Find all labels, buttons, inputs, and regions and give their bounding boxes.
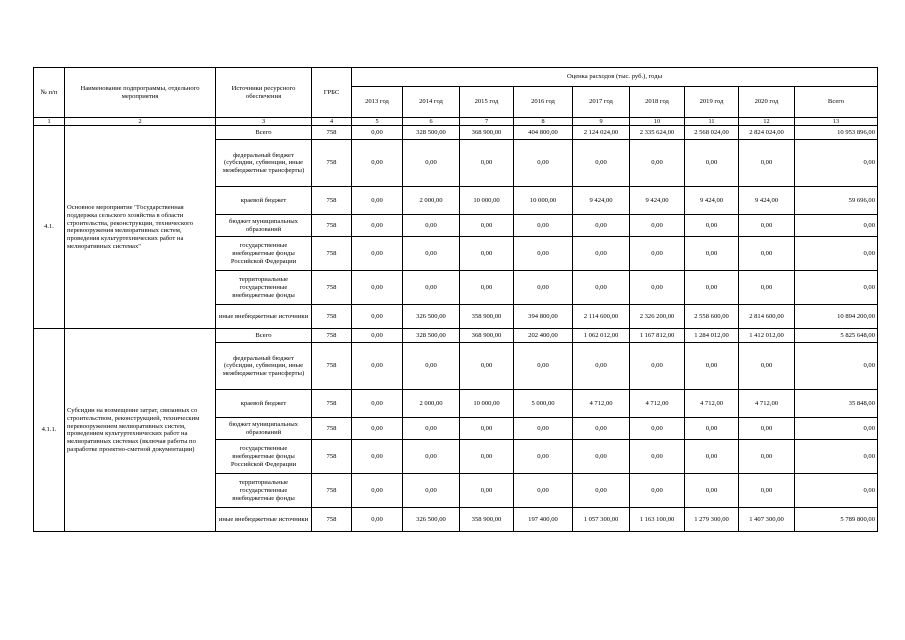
table-row-total (34, 126, 878, 140)
item-name: Субсидии на возмещение затрат, связанных со строительством, реконструкцией, техническим перевооружением мелиоративных систем, проведением культуртехнических работ на мелиоративных системах (включая работы по разработке проектно-сметной документации) (65, 329, 216, 532)
total-cell: 59 696,00 (795, 187, 878, 215)
amount-cell: 0,00 (352, 140, 403, 187)
amount-cell: 0,00 (403, 140, 460, 187)
amount-cell: 0,00 (352, 215, 403, 237)
total-cell: 35 848,00 (795, 390, 878, 418)
column-number: 7 (460, 118, 514, 126)
funding-source: территориальные государственные внебюджетные фонды (216, 474, 312, 508)
amount-cell: 2 824 024,00 (739, 126, 795, 140)
amount-cell: 0,00 (739, 418, 795, 440)
amount-cell: 0,00 (739, 237, 795, 271)
header-name: Наименование подпрограммы, отдельного мероприятия (65, 68, 216, 118)
amount-cell: 0,00 (514, 418, 573, 440)
grbs-code: 758 (312, 390, 352, 418)
amount-cell: 0,00 (460, 474, 514, 508)
amount-cell: 1 057 300,00 (573, 508, 630, 532)
amount-cell: 0,00 (352, 508, 403, 532)
amount-cell: 1 279 300,00 (685, 508, 739, 532)
total-cell: 10 894 200,00 (795, 305, 878, 329)
amount-cell: 10 000,00 (460, 187, 514, 215)
funding-source: бюджет муниципальных образований (216, 418, 312, 440)
amount-cell: 9 424,00 (685, 187, 739, 215)
header-grbs: ГРБС (312, 68, 352, 118)
funding-source: краевой бюджет (216, 187, 312, 215)
amount-cell: 0,00 (514, 215, 573, 237)
amount-cell: 2 000,00 (403, 390, 460, 418)
total-cell: 0,00 (795, 271, 878, 305)
grbs-code: 758 (312, 508, 352, 532)
amount-cell: 0,00 (514, 474, 573, 508)
amount-cell: 4 712,00 (685, 390, 739, 418)
amount-cell: 0,00 (352, 440, 403, 474)
amount-cell: 0,00 (352, 329, 403, 343)
header-year: 2014 год (403, 87, 460, 118)
funding-source: федеральный бюджет (субсидии, субвенции, иные межбюджетные трансферты) (216, 140, 312, 187)
funding-source: территориальные государственные внебюджетные фонды (216, 271, 312, 305)
amount-cell: 0,00 (403, 440, 460, 474)
amount-cell: 9 424,00 (739, 187, 795, 215)
amount-cell: 2 326 200,00 (630, 305, 685, 329)
total-cell: 0,00 (795, 215, 878, 237)
amount-cell: 394 800,00 (514, 305, 573, 329)
grbs-code: 758 (312, 305, 352, 329)
grbs-code: 758 (312, 343, 352, 390)
grbs-code: 758 (312, 187, 352, 215)
amount-cell: 0,00 (352, 474, 403, 508)
amount-cell: 0,00 (685, 418, 739, 440)
amount-cell: 1 167 812,00 (630, 329, 685, 343)
amount-cell: 326 500,00 (403, 305, 460, 329)
header-year: 2017 год (573, 87, 630, 118)
column-number: 3 (216, 118, 312, 126)
amount-cell: 0,00 (514, 140, 573, 187)
amount-cell: 0,00 (352, 187, 403, 215)
funding-source: Всего (216, 126, 312, 140)
grbs-code: 758 (312, 126, 352, 140)
amount-cell: 9 424,00 (630, 187, 685, 215)
total-cell: 5 825 648,00 (795, 329, 878, 343)
amount-cell: 2 000,00 (403, 187, 460, 215)
column-number: 9 (573, 118, 630, 126)
amount-cell: 0,00 (685, 440, 739, 474)
table-row-total (34, 329, 878, 343)
header-num: № п/п (34, 68, 65, 118)
amount-cell: 1 163 100,00 (630, 508, 685, 532)
amount-cell: 328 500,00 (403, 126, 460, 140)
amount-cell: 0,00 (630, 343, 685, 390)
header-source: Источники ресурсного обеспечения (216, 68, 312, 118)
funding-source: государственные внебюджетные фонды Российской Федерации (216, 237, 312, 271)
amount-cell: 0,00 (573, 474, 630, 508)
amount-cell: 0,00 (352, 418, 403, 440)
amount-cell: 0,00 (514, 343, 573, 390)
amount-cell: 0,00 (460, 237, 514, 271)
column-number: 2 (65, 118, 216, 126)
amount-cell: 0,00 (352, 390, 403, 418)
amount-cell: 326 500,00 (403, 508, 460, 532)
amount-cell: 0,00 (573, 271, 630, 305)
total-cell: 0,00 (795, 418, 878, 440)
amount-cell: 0,00 (739, 271, 795, 305)
column-number-row (34, 118, 878, 126)
column-number: 11 (685, 118, 739, 126)
amount-cell: 202 400,00 (514, 329, 573, 343)
grbs-code: 758 (312, 237, 352, 271)
amount-cell: 0,00 (403, 474, 460, 508)
grbs-code: 758 (312, 474, 352, 508)
grbs-code: 758 (312, 329, 352, 343)
amount-cell: 1 412 012,00 (739, 329, 795, 343)
column-number: 13 (795, 118, 878, 126)
amount-cell: 0,00 (573, 237, 630, 271)
amount-cell: 404 800,00 (514, 126, 573, 140)
column-number: 5 (352, 118, 403, 126)
amount-cell: 0,00 (739, 343, 795, 390)
amount-cell: 4 712,00 (573, 390, 630, 418)
amount-cell: 197 400,00 (514, 508, 573, 532)
total-cell: 5 789 800,00 (795, 508, 878, 532)
grbs-code: 758 (312, 418, 352, 440)
amount-cell: 0,00 (460, 343, 514, 390)
grbs-code: 758 (312, 271, 352, 305)
column-number: 1 (34, 118, 65, 126)
amount-cell: 0,00 (573, 440, 630, 474)
amount-cell: 0,00 (403, 271, 460, 305)
amount-cell: 1 284 012,00 (685, 329, 739, 343)
funding-source: государственные внебюджетные фонды Российской Федерации (216, 440, 312, 474)
funding-source: иные внебюджетные источники (216, 305, 312, 329)
amount-cell: 0,00 (573, 215, 630, 237)
amount-cell: 0,00 (630, 474, 685, 508)
amount-cell: 368 900,00 (460, 126, 514, 140)
amount-cell: 0,00 (685, 215, 739, 237)
header-year: 2018 год (630, 87, 685, 118)
header-year: 2016 год (514, 87, 573, 118)
amount-cell: 0,00 (460, 271, 514, 305)
amount-cell: 4 712,00 (630, 390, 685, 418)
amount-cell: 0,00 (352, 126, 403, 140)
column-number: 12 (739, 118, 795, 126)
amount-cell: 0,00 (573, 140, 630, 187)
amount-cell: 0,00 (739, 215, 795, 237)
amount-cell: 0,00 (460, 140, 514, 187)
header-year: 2019 год (685, 87, 739, 118)
amount-cell: 2 558 600,00 (685, 305, 739, 329)
amount-cell: 2 114 600,00 (573, 305, 630, 329)
total-cell: 0,00 (795, 474, 878, 508)
funding-source: Всего (216, 329, 312, 343)
amount-cell: 0,00 (403, 215, 460, 237)
amount-cell: 0,00 (460, 215, 514, 237)
amount-cell: 0,00 (739, 440, 795, 474)
amount-cell: 0,00 (630, 237, 685, 271)
grbs-code: 758 (312, 140, 352, 187)
grbs-code: 758 (312, 440, 352, 474)
amount-cell: 10 000,00 (460, 390, 514, 418)
amount-cell: 0,00 (630, 215, 685, 237)
amount-cell: 0,00 (514, 237, 573, 271)
amount-cell: 2 124 024,00 (573, 126, 630, 140)
total-cell: 10 953 896,00 (795, 126, 878, 140)
amount-cell: 0,00 (514, 271, 573, 305)
amount-cell: 0,00 (460, 418, 514, 440)
amount-cell: 0,00 (352, 271, 403, 305)
column-number: 6 (403, 118, 460, 126)
amount-cell: 9 424,00 (573, 187, 630, 215)
funding-source: федеральный бюджет (субсидии, субвенции, иные межбюджетные трансферты) (216, 343, 312, 390)
amount-cell: 358 900,00 (460, 305, 514, 329)
amount-cell: 2 335 624,00 (630, 126, 685, 140)
column-number: 8 (514, 118, 573, 126)
amount-cell: 0,00 (685, 271, 739, 305)
amount-cell: 328 500,00 (403, 329, 460, 343)
header-year: 2015 год (460, 87, 514, 118)
amount-cell: 10 000,00 (514, 187, 573, 215)
amount-cell: 0,00 (460, 440, 514, 474)
amount-cell: 0,00 (685, 140, 739, 187)
amount-cell: 0,00 (573, 343, 630, 390)
amount-cell: 0,00 (352, 343, 403, 390)
amount-cell: 358 900,00 (460, 508, 514, 532)
budget-table (33, 67, 878, 532)
amount-cell: 0,00 (630, 140, 685, 187)
total-cell: 0,00 (795, 237, 878, 271)
grbs-code: 758 (312, 215, 352, 237)
amount-cell: 4 712,00 (739, 390, 795, 418)
amount-cell: 0,00 (685, 237, 739, 271)
column-number: 4 (312, 118, 352, 126)
amount-cell: 1 407 300,00 (739, 508, 795, 532)
amount-cell: 2 568 024,00 (685, 126, 739, 140)
amount-cell: 0,00 (352, 237, 403, 271)
amount-cell: 0,00 (403, 418, 460, 440)
header-total: Всего (795, 87, 878, 118)
funding-source: краевой бюджет (216, 390, 312, 418)
amount-cell: 0,00 (630, 418, 685, 440)
amount-cell: 0,00 (352, 305, 403, 329)
amount-cell: 368 900,00 (460, 329, 514, 343)
amount-cell: 0,00 (630, 271, 685, 305)
amount-cell: 0,00 (573, 418, 630, 440)
funding-source: бюджет муниципальных образований (216, 215, 312, 237)
amount-cell: 0,00 (403, 237, 460, 271)
total-cell: 0,00 (795, 343, 878, 390)
amount-cell: 0,00 (403, 343, 460, 390)
item-name: Основное мероприятие "Государственная поддержка сельского хозяйства в области строительства, реконструкции, технического перевооружения мелиоративных систем, проведения культуртехнических работ на мелиоративных системах" (65, 126, 216, 329)
amount-cell: 0,00 (685, 474, 739, 508)
item-number: 4.1. (34, 126, 65, 329)
total-cell: 0,00 (795, 140, 878, 187)
item-number: 4.1.1. (34, 329, 65, 532)
header-costs: Оценка расходов (тыс. руб.), годы (352, 68, 878, 87)
amount-cell: 0,00 (630, 440, 685, 474)
column-number: 10 (630, 118, 685, 126)
total-cell: 0,00 (795, 440, 878, 474)
amount-cell: 0,00 (685, 343, 739, 390)
header-year: 2020 год (739, 87, 795, 118)
amount-cell: 0,00 (514, 440, 573, 474)
amount-cell: 0,00 (739, 474, 795, 508)
amount-cell: 0,00 (739, 140, 795, 187)
amount-cell: 2 814 600,00 (739, 305, 795, 329)
header-year: 2013 год (352, 87, 403, 118)
amount-cell: 1 062 012,00 (573, 329, 630, 343)
amount-cell: 5 000,00 (514, 390, 573, 418)
funding-source: иные внебюджетные источники (216, 508, 312, 532)
